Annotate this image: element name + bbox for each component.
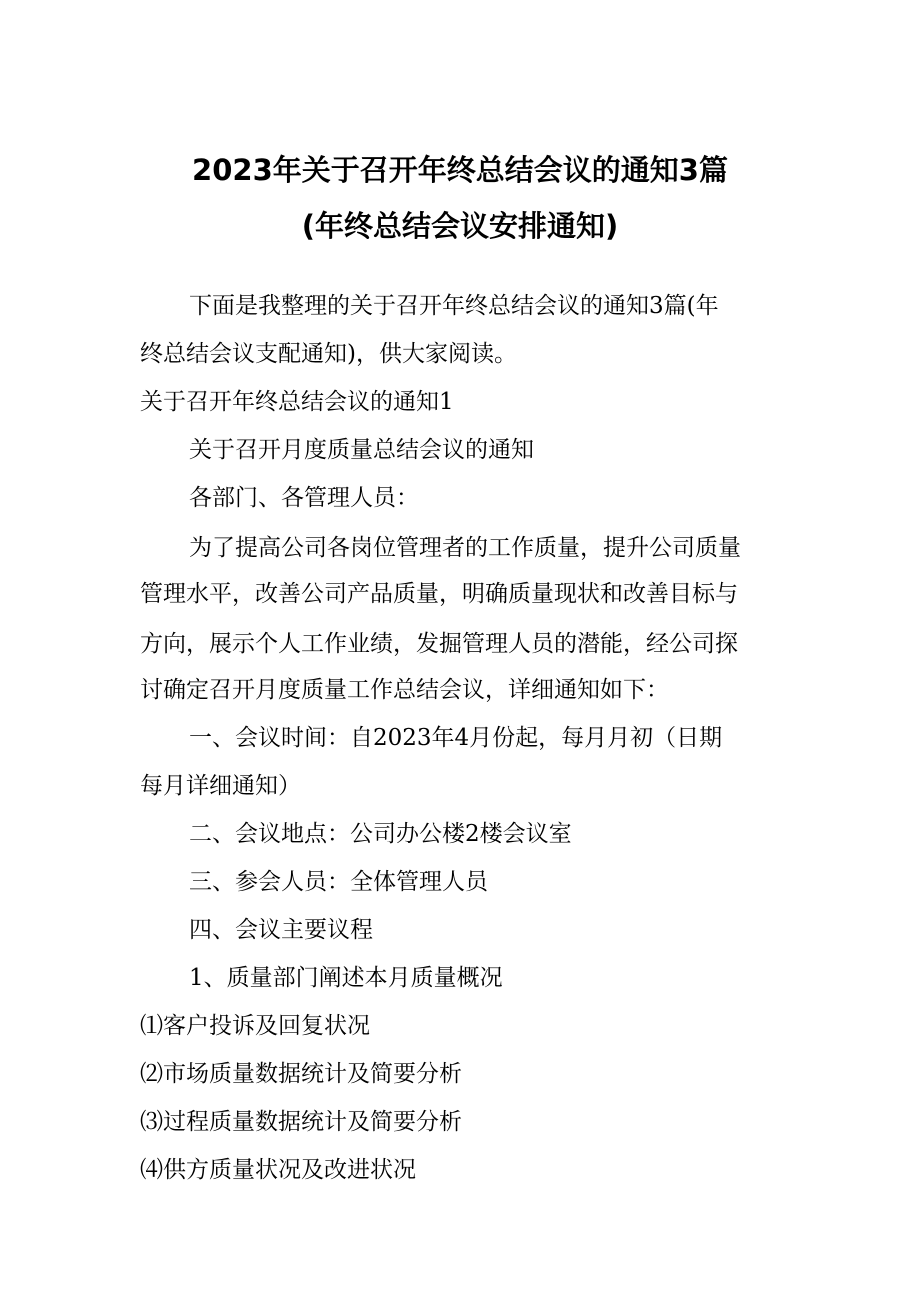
paragraph-line: 管理水平，改善公司产品质量，明确质量现状和改善目标与 [140, 581, 738, 607]
agenda-item: 1、质量部门阐述本月质量概况 [189, 965, 503, 991]
document-title-line-1: 2023年关于召开年终总结会议的通知3篇 [192, 153, 728, 187]
intro-line-2: 终总结会议支配通知)，供大家阅读。 [140, 341, 517, 367]
meeting-time-line-2: 每月详细通知） [140, 773, 301, 799]
agenda-heading: 四、会议主要议程 [189, 917, 373, 943]
paragraph-line: 为了提高公司各岗位管理者的工作质量，提升公司质量 [189, 535, 741, 561]
paragraph-line: 讨确定召开月度质量工作总结会议，详细通知如下： [140, 677, 669, 703]
meeting-location: 二、会议地点：公司办公楼2楼会议室 [189, 821, 572, 847]
intro-line-1: 下面是我整理的关于召开年终总结会议的通知3篇(年 [189, 293, 719, 319]
paragraph-line: 方向，展示个人工作业绩，发掘管理人员的潜能，经公司探 [140, 631, 738, 657]
salutation: 各部门、各管理人员： [189, 485, 419, 511]
section-heading: 关于召开年终总结会议的通知1 [140, 389, 454, 415]
meeting-time-line-1: 一、会议时间：自2023年4月份起，每月月初（日期 [189, 725, 723, 751]
agenda-subitem: ⑷供方质量状况及改进状况 [140, 1157, 416, 1183]
agenda-subitem: ⑵市场质量数据统计及简要分析 [140, 1061, 462, 1087]
agenda-subitem: ⑶过程质量数据统计及简要分析 [140, 1109, 462, 1135]
notice-title: 关于召开月度质量总结会议的通知 [189, 437, 534, 463]
document-title-line-2: (年终总结会议安排通知) [301, 209, 619, 243]
attendees: 三、参会人员：全体管理人员 [189, 869, 488, 895]
agenda-subitem: ⑴客户投诉及回复状况 [140, 1013, 370, 1039]
